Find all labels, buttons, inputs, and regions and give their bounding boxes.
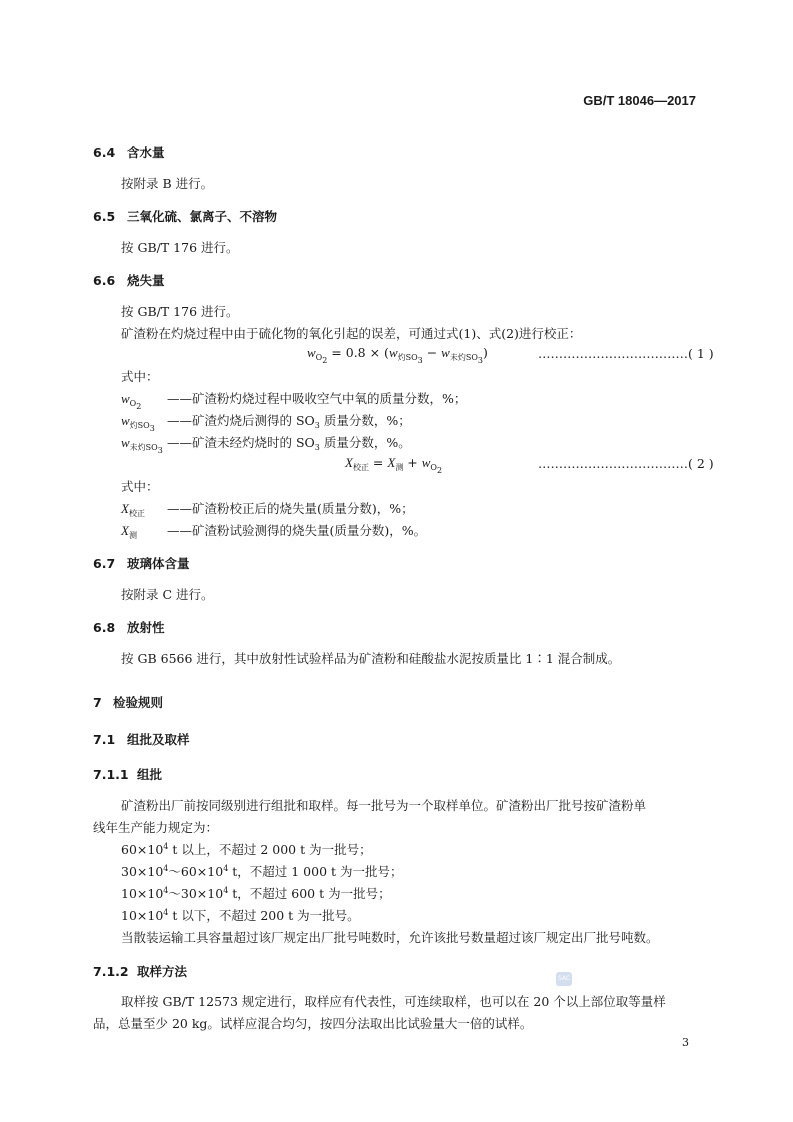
formula-symbol: X — [387, 455, 396, 470]
rule-text: ～60×10 — [168, 864, 224, 879]
def-subscript: 3 — [149, 424, 155, 433]
section-7-1-2-heading — [93, 962, 187, 980]
equation-number: ( 2 ) — [688, 456, 714, 471]
exponent: 4 — [163, 886, 169, 895]
rule-text: ～30×10 — [168, 886, 224, 901]
section-number: 7.1 — [93, 732, 116, 747]
section-number: 6.8 — [93, 620, 116, 635]
batch-rule-4 — [121, 906, 360, 924]
formula-symbol: w — [388, 345, 398, 360]
formula-subscript: 测 — [395, 463, 404, 472]
section-number: 6.4 — [93, 145, 116, 160]
section-6-8-heading — [93, 618, 165, 636]
section-6-5-body: 按 GB/T 176 进行。 — [121, 240, 239, 255]
section-7-1-1-p2: 当散装运输工具容量超过该厂规定出厂批号吨数时，允许该批号数量超过该厂规定出厂批号吨数。 — [121, 930, 659, 945]
section-6-7-body: 按附录 C 进行。 — [121, 587, 214, 602]
rule-text: t 以上，不超过 2 000 t 为一批号； — [168, 842, 372, 857]
section-6-4-body: 按附录 B 进行。 — [121, 176, 214, 191]
formula-subscript: 校正 — [352, 463, 369, 472]
def-subscript: 2 — [136, 402, 142, 411]
rule-text: t，不超过 1 000 t 为一批号； — [228, 864, 403, 879]
def-description: ——矿渣灼烧后测得的 SO — [167, 413, 315, 428]
definition-row — [121, 389, 466, 411]
def-subscript: 灼SO — [129, 421, 150, 430]
formula-symbol: w — [441, 345, 450, 360]
def-subscript: 未灼SO — [129, 443, 158, 452]
formula-2-leader — [538, 456, 714, 471]
def-subscript: 3 — [157, 446, 163, 455]
def-description: ——矿渣粉灼烧过程中吸收空气中氧的质量分数，%； — [167, 391, 467, 406]
formula-symbol: w — [307, 345, 316, 360]
def-description: ——矿渣粉试验测得的烧失量(质量分数)，%。 — [167, 523, 427, 538]
equation-number: ( 1 ) — [688, 346, 714, 361]
def-description: 质量分数，%。 — [319, 435, 411, 450]
formula-subscript: 未灼SO — [449, 353, 478, 362]
definition-row — [121, 521, 426, 541]
section-6-6-p1: 按 GB/T 176 进行。 — [121, 304, 239, 319]
section-6-8-body: 按 GB 6566 进行，其中放射性试验样品为矿渣粉和硅酸盐水泥按质量比 1∶1 混合制成。 — [121, 651, 621, 666]
section-title: 烧失量 — [127, 273, 165, 288]
formula-symbol: w — [421, 455, 431, 470]
formula-subscript: 灼SO — [397, 353, 418, 362]
section-title: 检验规则 — [113, 695, 164, 710]
def-subscript: 校正 — [128, 509, 145, 518]
section-title: 组批及取样 — [127, 732, 190, 747]
section-7-1-2-p1: 取样按 GB/T 12573 规定进行，取样应有代表性，可连续取样，也可以在 20 个以上部位取等量样 — [121, 994, 666, 1009]
chapter-7-heading — [93, 693, 163, 711]
def-description: ——矿渣未经灼烧时的 SO — [167, 435, 315, 450]
def-symbol: w — [121, 435, 130, 450]
dot-leader: ……………………………… — [538, 346, 688, 361]
formula-subscript: 3 — [417, 356, 423, 365]
section-title: 含水量 — [127, 145, 165, 160]
formula-2 — [345, 455, 442, 475]
def-subscript: O — [129, 399, 137, 408]
def-symbol: w — [121, 391, 130, 406]
section-6-5-heading — [93, 207, 277, 225]
section-7-1-1-p1: 矿渣粉出厂前按同级别进行组批和取样。每一批号为一个取样单位。矿渣粉出厂批号按矿渣粉单 — [121, 798, 647, 813]
section-title: 取样方法 — [137, 964, 188, 979]
where-label-2: 式中： — [121, 479, 159, 494]
section-title: 玻璃体含量 — [127, 556, 190, 571]
exponent: 4 — [223, 864, 229, 873]
rule-text: 30×10 — [121, 864, 164, 879]
section-7-1-heading — [93, 730, 190, 748]
batch-rule-3 — [121, 884, 391, 902]
def-description: 质量分数，%； — [319, 413, 411, 428]
rule-text: t，不超过 600 t 为一批号； — [228, 886, 391, 901]
def-subscript: 测 — [128, 531, 137, 540]
section-7-1-1-p1-cont: 线年生产能力规定为： — [93, 820, 219, 835]
section-title: 组批 — [137, 767, 163, 782]
exponent: 4 — [163, 864, 169, 873]
formula-1-leader — [538, 346, 714, 361]
section-7-1-1-heading — [93, 765, 162, 783]
rule-text: 10×10 — [121, 908, 164, 923]
standard-number: GB/T 18046—2017 — [583, 93, 696, 108]
formula-operator: = — [368, 455, 388, 470]
rule-text: 60×10 — [121, 842, 164, 857]
sac-watermark: SAC — [556, 972, 572, 986]
section-number: 7 — [93, 695, 102, 710]
exponent: 4 — [163, 908, 169, 917]
formula-subscript: O — [430, 463, 437, 472]
batch-rule-2 — [121, 862, 403, 880]
formula-subscript: 3 — [477, 356, 483, 365]
dot-leader: ……………………………… — [538, 456, 688, 471]
exponent: 4 — [223, 886, 229, 895]
definition-row — [121, 411, 411, 433]
section-number: 7.1.2 — [93, 964, 129, 979]
exponent: 4 — [163, 842, 169, 851]
section-number: 7.1.1 — [93, 767, 129, 782]
formula-1 — [307, 345, 488, 365]
def-description: ——矿渣粉校正后的烧失量(质量分数)，%； — [167, 501, 414, 516]
formula-subscript: O — [315, 353, 323, 362]
section-6-6-heading — [93, 271, 165, 289]
rule-text: t 以下，不超过 200 t 为一批号。 — [168, 908, 360, 923]
section-number: 6.5 — [93, 209, 116, 224]
section-6-7-heading — [93, 554, 190, 572]
page-number: 3 — [682, 1036, 689, 1049]
definition-row — [121, 433, 411, 455]
def-symbol: X — [121, 501, 129, 516]
formula-subscript: 2 — [436, 466, 443, 475]
section-number: 6.6 — [93, 273, 116, 288]
formula-operator: = 0.8 × ( — [327, 345, 389, 360]
batch-rule-1 — [121, 840, 372, 858]
formula-operator: ) — [482, 345, 488, 360]
section-number: 6.7 — [93, 556, 116, 571]
formula-symbol: X — [345, 455, 353, 470]
def-symbol: X — [121, 523, 129, 538]
section-6-6-p2: 矿渣粉在灼烧过程中由于硫化物的氧化引起的误差，可通过式(1)、式(2)进行校正： — [121, 326, 582, 341]
section-title: 放射性 — [127, 620, 165, 635]
def-subscript: 3 — [314, 421, 320, 430]
def-symbol: w — [121, 413, 130, 428]
formula-operator: + — [403, 455, 422, 470]
formula-operator: − — [422, 345, 442, 360]
rule-text: 10×10 — [121, 886, 164, 901]
section-6-4-heading — [93, 143, 165, 161]
where-label-1: 式中： — [121, 369, 159, 384]
definition-row — [121, 499, 414, 519]
def-subscript: 3 — [314, 443, 320, 452]
section-title: 三氧化硫、氯离子、不溶物 — [127, 209, 278, 224]
formula-subscript: 2 — [322, 356, 328, 365]
section-7-1-2-p1-cont: 品，总量至少 20 kg。试样应混合均匀，按四分法取出比试验量大一倍的试样。 — [93, 1016, 533, 1031]
